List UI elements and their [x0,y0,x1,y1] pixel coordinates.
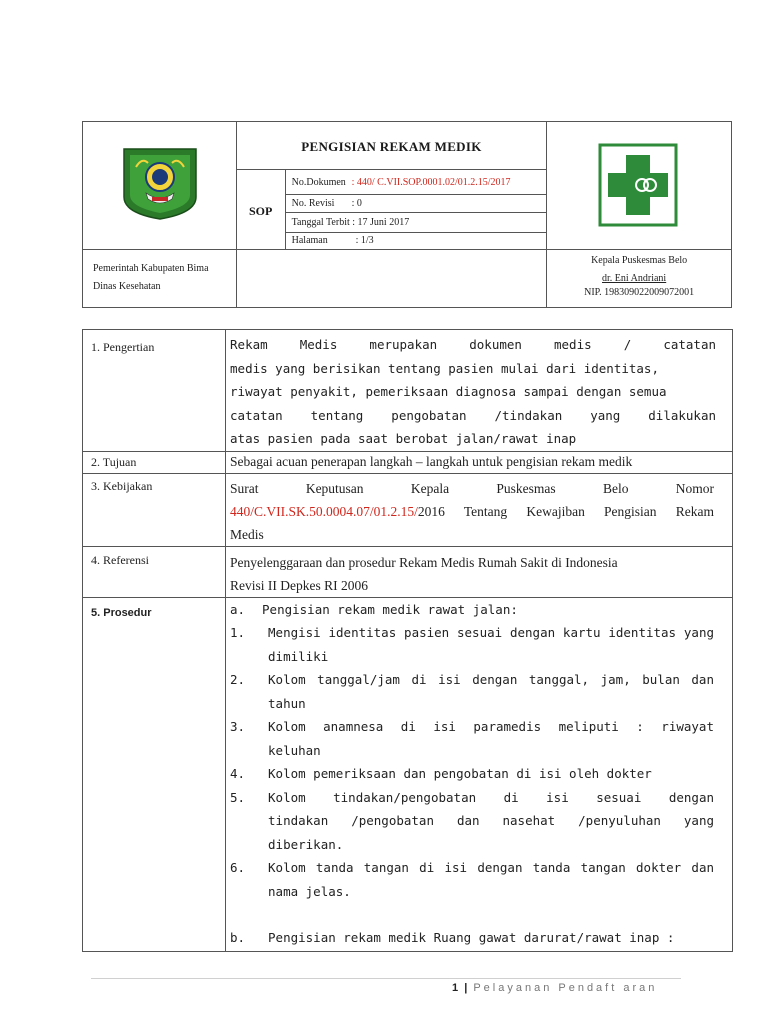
procedure-item-5 [230,786,714,857]
organization-cell [83,249,237,307]
pengertian-line-4: catatan tentang pengobatan /tindakan yang dilakukan [230,407,716,423]
page-value: : 1/3 [355,235,374,247]
row-prosedur [83,597,733,951]
page-cell [285,232,547,249]
procedure-item-6 [230,856,714,903]
kebijakan-line-1: Surat Keputusan Kepala Puskesmas Belo Nomor [230,480,714,496]
footer-separator: | [464,982,468,994]
content-referensi [226,546,733,597]
label-prosedur-cell [83,597,226,951]
head-nip: NIP. 198309022009072001 [584,286,695,298]
procedure-item-3-line-2: keluhan [268,742,321,758]
procedure-item-5-line-2: tindakan /pengobatan dan nasehat /penyuluhan yang [268,813,714,828]
sop-cell [236,170,285,249]
label-prosedur: 5. Prosedur [91,606,152,619]
head-signature-cell [547,249,732,307]
procedure-item-6-line-1: Kolom tanda tangan di isi dengan tanda tangan dokter dan [268,860,714,875]
procedure-item-5-num: 5. [230,789,246,805]
procedure-a-text: Pengisian rekam medik rawat jalan: [262,601,518,617]
row-pengertian [83,330,733,452]
date-value: : 17 Juni 2017 [352,217,410,229]
footer-page-number: 1 [452,982,459,994]
organization-line-1: Pemerintah Kabupaten Bima [93,263,209,275]
kebijakan-sk-number: 440/C.VII.SK.50.0004.07/01.2.15/ [230,503,418,519]
date-cell [285,213,547,232]
row-referensi [83,546,733,597]
procedure-item-4-num: 4. [230,766,246,781]
revision-cell [285,195,547,213]
blank-signature-cell [236,249,547,307]
sop-label: SOP [248,203,273,218]
procedure-item-5-line-1: Kolom tindakan/pengobatan di isi sesuai dengan [268,789,714,805]
label-tujuan: 2. Tujuan [83,451,226,473]
page-footer [452,982,657,994]
content-kebijakan [226,473,733,546]
date-label: Tanggal Terbit [291,217,350,229]
procedure-item-2-num: 2. [230,672,246,687]
revision-label: No. Revisi [291,198,335,210]
organization-line-2: Dinas Kesehatan [93,281,161,293]
document-title: PENGISIAN REKAM MEDIK [301,139,482,155]
procedure-item-3-line-1: Kolom anamnesa di isi paramedis meliputi : riwayat [268,719,714,734]
procedure-item-2-line-1: Kolom tanggal/jam di isi dengan tanggal, jam, bulan dan [268,672,714,687]
procedure-item-1-line-2: dimiliki [268,648,329,664]
content-tujuan [226,451,733,473]
regency-crest-icon [122,147,198,221]
doc-no-label: No.Dokumen [291,176,346,188]
kebijakan-line-2-rest: 2016 Tentang Kewajiban Pengisian Rekam [417,503,714,519]
head-name: dr. Eni Andriani [602,272,667,284]
doc-no-cell [285,170,547,195]
footer-divider [91,978,681,979]
procedure-b-marker: b. [230,930,246,945]
procedure-item-4-line-1: Kolom pemeriksaan dan pengobatan di isi oleh dokter [268,766,652,781]
procedure-item-3-num: 3. [230,719,246,734]
procedure-a-marker: a. [230,601,246,617]
revision-value: : 0 [351,198,362,210]
label-kebijakan: 3. Kebijakan [83,473,226,546]
procedure-b-text: Pengisian rekam medik Ruang gawat darurat/rawat inap : [268,930,675,945]
kebijakan-line-2 [230,500,714,523]
pengertian-line-2: medis yang berisikan tentang pasien mulai dari identitas, [230,360,659,376]
doc-no-value: : 440/ C.VII.SOP.0001.02/01.2.15/2017 [351,176,511,188]
footer-text: Pelayanan Pendaft aran [473,982,658,994]
procedure-item-1-num: 1. [230,625,246,640]
procedure-item-6-num: 6. [230,860,246,875]
puskesmas-cross-icon [598,143,678,227]
procedure-item-2-line-2: tahun [268,695,306,711]
procedure-b [230,926,714,950]
procedure-item-6-line-2: nama jelas. [268,883,351,899]
pengertian-line-3: riwayat penyakit, pemeriksaan diagnosa sampai dengan semua [230,384,667,399]
tujuan-text: Sebagai acuan penerapan langkah – langkah untuk pengisian rekam medik [230,453,633,469]
title-cell [236,122,547,170]
row-kebijakan [83,473,733,546]
head-title: Kepala Puskesmas Belo [591,254,688,266]
row-tujuan [83,451,733,473]
referensi-line-2: Revisi II Depkes RI 2006 [230,577,368,593]
pengertian-line-5: atas pasien pada saat berobat jalan/rawat inap [230,431,577,446]
procedure-a [230,598,714,622]
label-referensi: 4. Referensi [83,546,226,597]
procedure-item-5-line-3: diberikan. [268,836,344,852]
procedure-item-1-line-1: Mengisi identitas pasien sesuai dengan kartu identitas yang [268,625,714,640]
pengertian-line-1: Rekam Medis merupakan dokumen medis / catatan [230,337,716,352]
procedure-item-4 [230,762,714,786]
kebijakan-line-3: Medis [230,526,264,542]
sop-body-table [82,329,733,952]
procedure-item-2 [230,668,714,715]
content-prosedur [226,597,733,951]
referensi-line-1: Penyelenggaraan dan prosedur Rekam Medis Rumah Sakit di Indonesia [230,554,618,570]
content-pengertian [226,330,733,452]
procedure-item-1 [230,621,714,668]
label-pengertian: 1. Pengertian [83,330,226,452]
procedure-item-3 [230,715,714,762]
page-label: Halaman [291,235,328,247]
